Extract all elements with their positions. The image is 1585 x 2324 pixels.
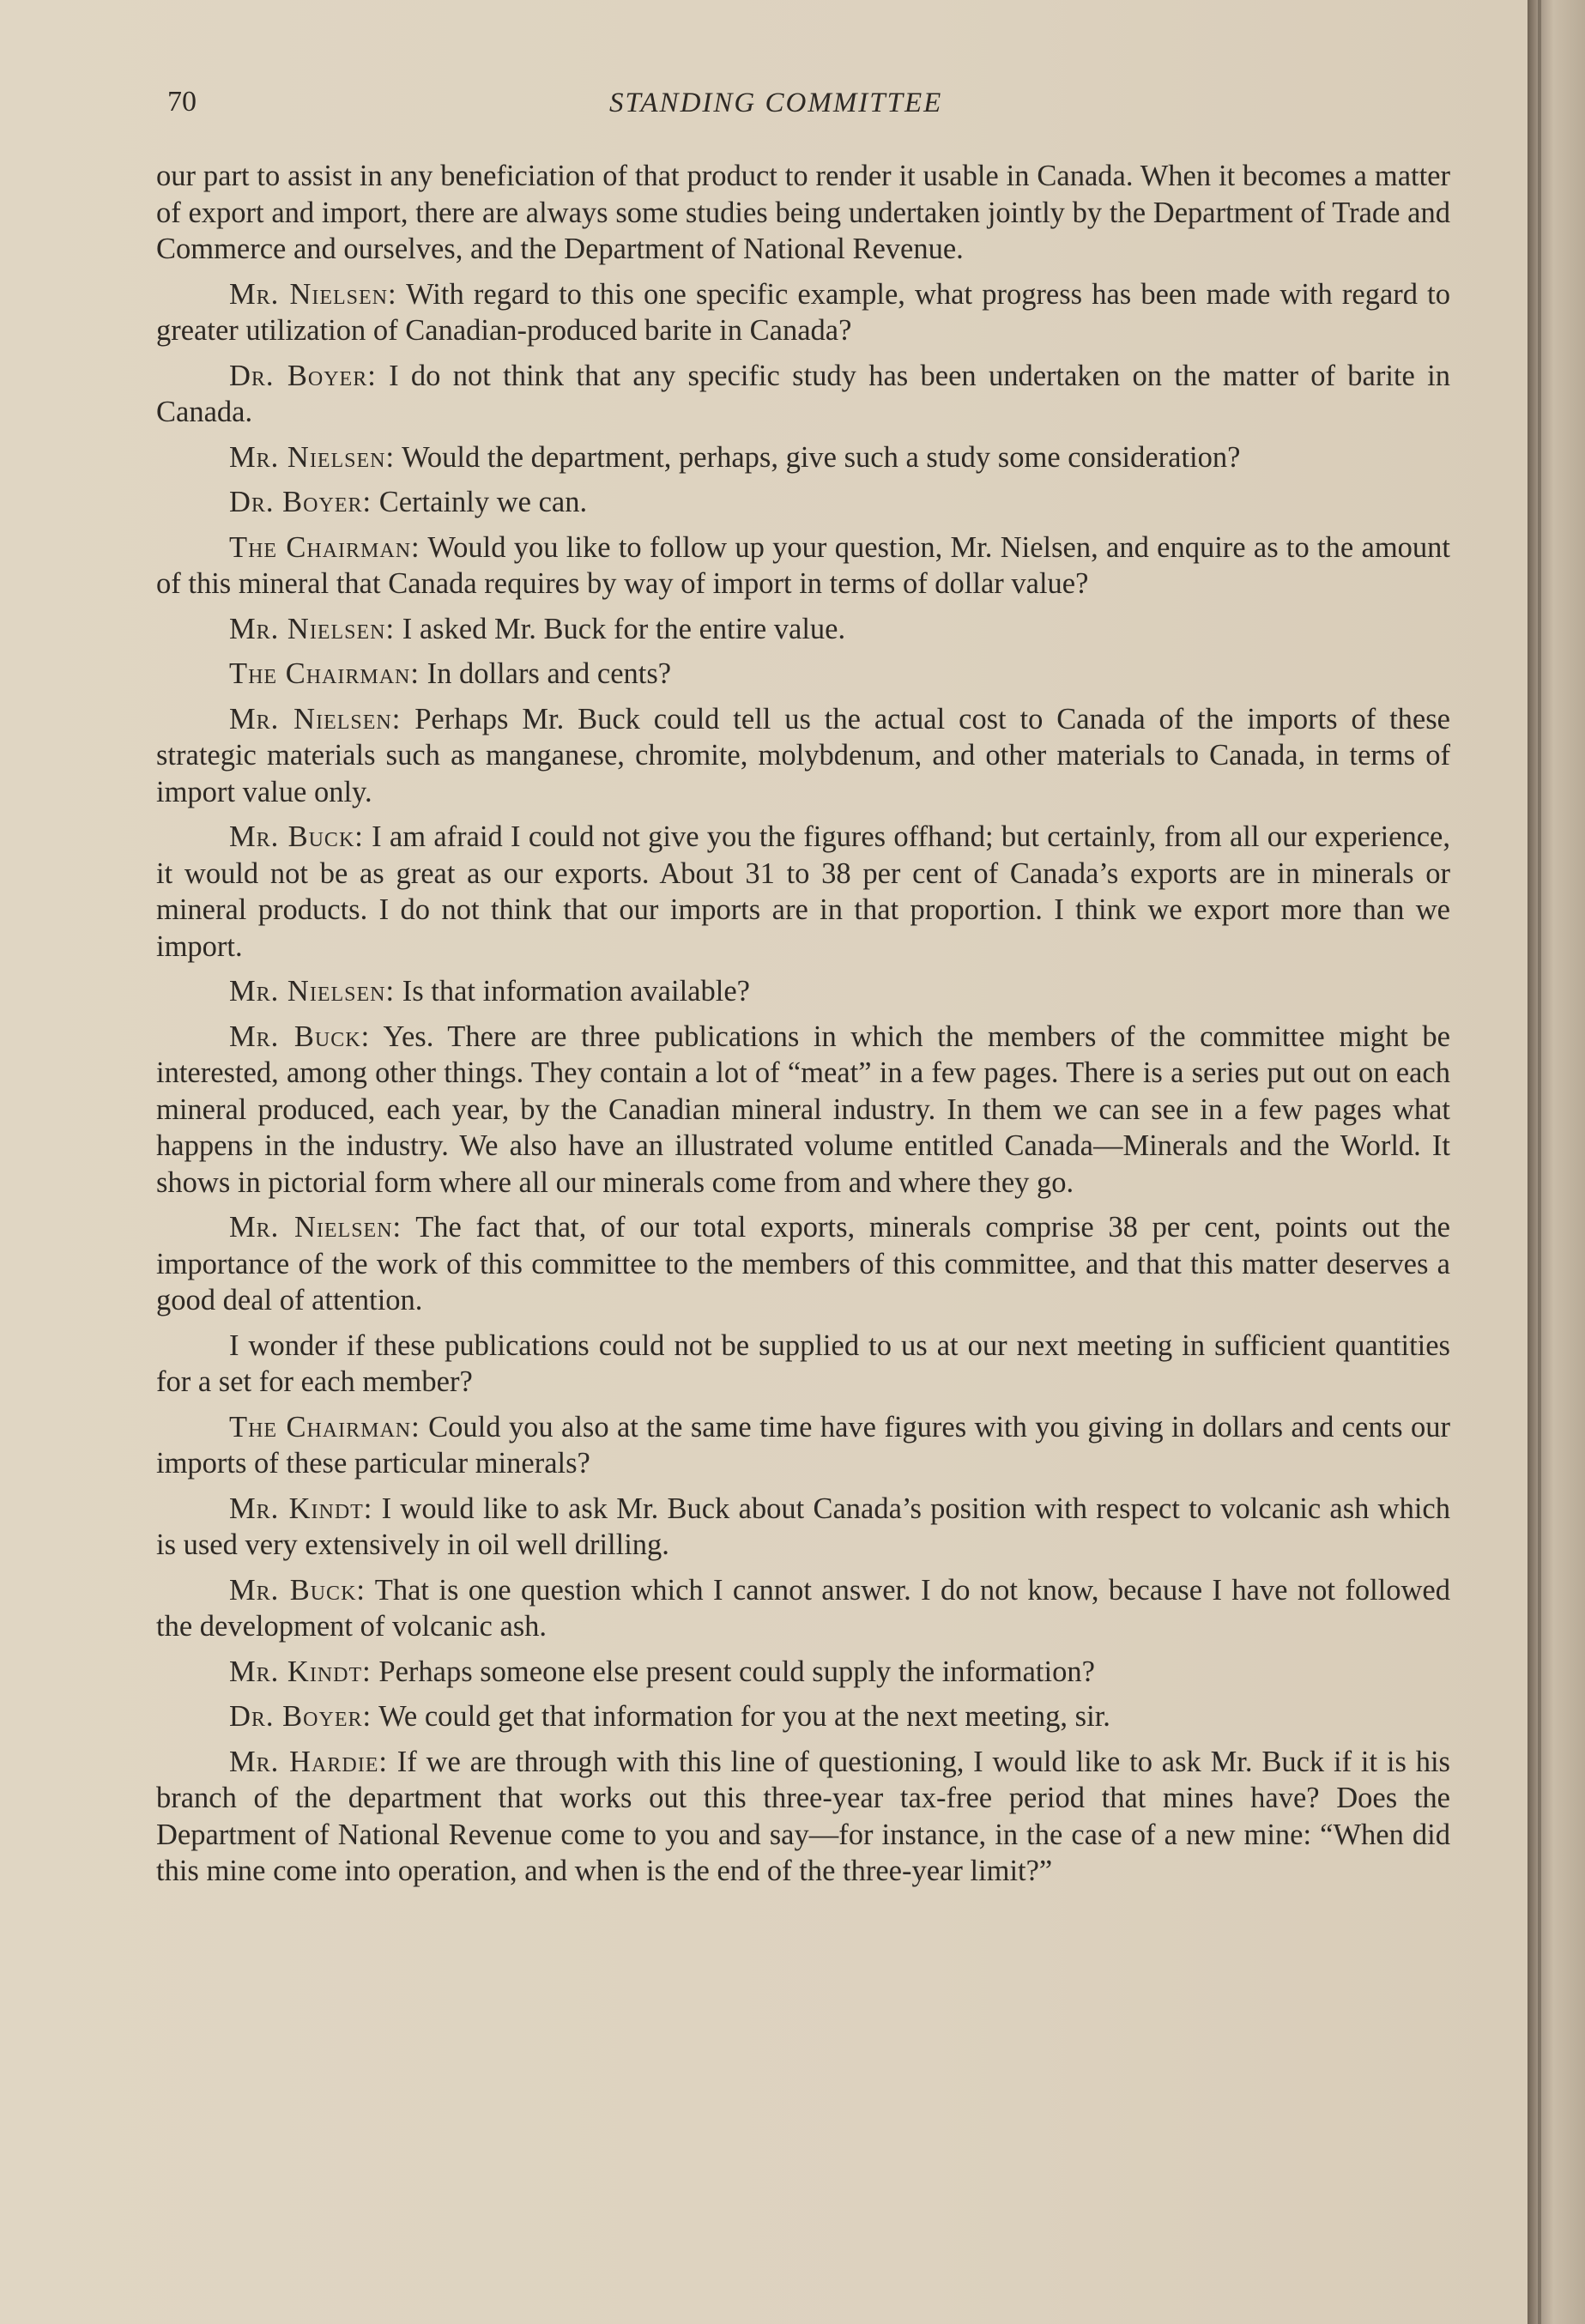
paragraph-text: In dollars and cents? <box>419 657 672 690</box>
paragraph-text: I asked Mr. Buck for the entire value. <box>395 612 846 645</box>
paragraph-text: Yes. There are three publications in which the members of the committee might be interested, among other things. They contain a lot of “meat” in a few pages. There is a series put out on each mineral produced, each year, by the Canadian mineral industry. In them we can see in a few pages what happens in the industry. We also have an illustrated volume entitled Canada—Minerals and the World. It shows in pictorial form where all our minerals come from and where they go. <box>156 1020 1450 1199</box>
speaker-name: The Chairman: <box>229 657 420 690</box>
paragraph-text: Is that information available? <box>395 975 750 1008</box>
speaker-name: The Chairman: <box>229 1410 420 1443</box>
speaker-name: Dr. Boyer: <box>229 486 372 518</box>
paragraph <box>156 1019 1450 1201</box>
paragraph-text: With regard to this one specific example, what progress has been made with regard to greater utilization of Canadian-produced barite in Canada? <box>156 277 1451 347</box>
paragraph-text: Perhaps someone else present could supply the information? <box>371 1655 1095 1688</box>
paragraph-text: Would you like to follow up your question, Mr. Nielsen, and enquire as to the amount of this mineral that Canada requires by way of import in terms of dollar value? <box>156 530 1450 600</box>
paragraph <box>156 530 1450 602</box>
paragraph <box>156 1409 1450 1482</box>
paragraph-text: If we are through with this line of questioning, I would like to ask Mr. Buck if it is his branch of the department that works out this three-year tax-free period that mines have? Does the Department of National Revenue come to you and say—for instance, in the case of a new mine: “When did this mine come into operation, and when is the end of the three-year limit?” <box>156 1745 1450 1887</box>
gutter-shadow <box>1538 0 1541 2324</box>
speaker-name: Mr. Buck: <box>229 1020 371 1053</box>
paragraph <box>156 276 1450 349</box>
paragraph <box>156 1698 1450 1735</box>
paragraph-text: I wonder if these publications could not be supplied to us at our next meeting in sufficient quantities for a set for each member? <box>156 1328 1450 1398</box>
speaker-name: Mr. Nielsen: <box>229 612 396 645</box>
speaker-name: The Chairman: <box>229 530 420 564</box>
paragraph <box>156 1491 1450 1564</box>
paragraph <box>156 1328 1450 1401</box>
paragraph-text: Could you also at the same time have figures with you giving in dollars and cents our imports of these particular minerals? <box>156 1410 1450 1480</box>
paragraph <box>156 1654 1450 1691</box>
paragraph <box>156 656 1450 693</box>
paragraph <box>156 1572 1450 1645</box>
speaker-name: Mr. Nielsen: <box>229 440 396 474</box>
speaker-name: Dr. Boyer: <box>229 1700 372 1733</box>
paragraph <box>156 819 1450 965</box>
speaker-name: Dr. Boyer: <box>229 359 377 392</box>
paragraph-text: Perhaps Mr. Buck could tell us the actual cost to Canada of the imports of these strategic materials such as manganese, chromite, molybdenum, and other materials to Canada, in terms of import value only. <box>156 702 1450 808</box>
speaker-name: Mr. Nielsen: <box>229 277 397 311</box>
paragraph-text: We could get that information for you at the next meeting, sir. <box>372 1700 1110 1733</box>
speaker-name: Mr. Nielsen: <box>229 975 396 1008</box>
paragraph <box>156 611 1450 648</box>
speaker-name: Mr. Nielsen: <box>229 1211 402 1244</box>
book-gutter <box>1528 0 1585 2324</box>
speaker-name: Mr. Hardie: <box>229 1745 388 1778</box>
page-header <box>167 86 1455 137</box>
paragraph <box>156 1744 1450 1890</box>
paragraph-text: I am afraid I could not give you the figures offhand; but certainly, from all our experience, it would not be as great as our exports. About 31 to 38 per cent of Canada’s exports are in minerals or mineral products. I do not think that our imports are in that proportion. I think we export more than we import. <box>156 820 1450 963</box>
speaker-name: Mr. Buck: <box>229 820 364 853</box>
paragraph-text: Certainly we can. <box>372 486 588 518</box>
running-head: STANDING COMMITTEE <box>609 88 943 118</box>
speaker-name: Mr. Nielsen: <box>229 702 402 735</box>
paragraph-text: The fact that, of our total exports, minerals comprise 38 per cent, points out the importance of the work of this committee to the members of this committee, and that this matter deserves a good deal of attention. <box>156 1211 1450 1316</box>
paragraph <box>156 439 1450 476</box>
paragraph <box>156 701 1450 811</box>
paragraph <box>156 973 1450 1010</box>
paragraph <box>156 1209 1450 1319</box>
paragraph-text: That is one question which I cannot answer. I do not know, because I have not followed the development of volcanic ash. <box>156 1573 1450 1643</box>
page-number: 70 <box>167 86 197 118</box>
paragraph <box>156 358 1450 431</box>
speaker-name: Mr. Kindt: <box>229 1655 372 1688</box>
speaker-name: Mr. Kindt: <box>229 1492 373 1525</box>
paragraph-text: Would the department, perhaps, give such a study some consideration? <box>395 440 1241 474</box>
paragraph <box>156 158 1450 268</box>
paragraph-text: I would like to ask Mr. Buck about Canada’s position with respect to volcanic ash which is used very extensively in oil well drilling. <box>156 1492 1450 1561</box>
body-text <box>156 158 1450 1898</box>
speaker-name: Mr. Buck: <box>229 1573 366 1607</box>
paragraph <box>156 484 1450 521</box>
paragraph-text: our part to assist in any beneficiation of that product to render it usable in Canada. When it becomes a matter of export and import, there are always some studies being undertaken jointly by the Department of Trade and Commerce and ourselves, and the Department of National Revenue. <box>156 160 1450 265</box>
paragraph-text: I do not think that any specific study has been undertaken on the matter of barite in Canada. <box>156 359 1450 428</box>
